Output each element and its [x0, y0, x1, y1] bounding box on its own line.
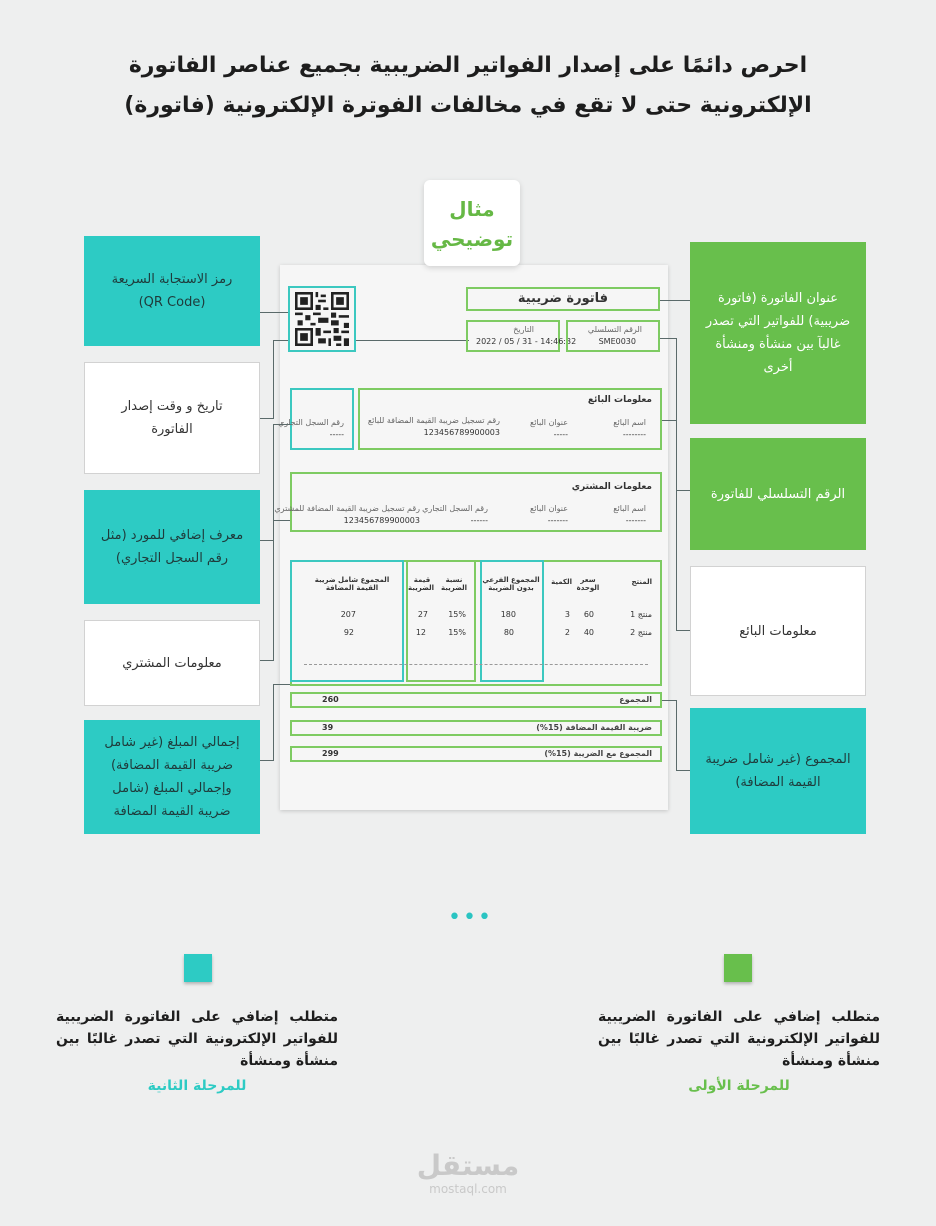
label-supplier-id	[84, 490, 260, 604]
connector-line	[260, 312, 288, 313]
summary-vat-value: 39	[322, 723, 334, 732]
qr-code-icon	[295, 292, 349, 346]
connector-line	[660, 700, 676, 701]
seller-info-frame	[358, 388, 662, 450]
row-1-product: منتج 1	[630, 610, 652, 619]
headline-line-2: الإلكترونية حتى لا تقع في مخالفات الفوترة الإلكترونية (فاتورة)	[124, 93, 812, 118]
label-invoice-title-text: عنوان الفاتورة (فاتورة ضريبية) للفواتير التي تصدر غالبآ بين منشأة ومنشأة أخرى	[705, 291, 851, 375]
summary-vat-bar	[290, 720, 662, 736]
phase-2-label: للمرحلة الثانية	[147, 1078, 247, 1094]
seller-address-label: عنوان البائع	[530, 418, 568, 427]
row-1-qty: 3	[564, 610, 570, 619]
connector-line	[676, 700, 677, 770]
connector-line	[260, 760, 274, 761]
phase-2-requirement: متطلب إضافي على الفاتورة الضريبية للفواتير الإلكترونية التي تصدر غالبًا بين منشأة ومنشأة	[56, 1009, 338, 1069]
seller-vat-value: 123456789900003	[423, 428, 500, 437]
connector-line	[260, 660, 274, 661]
connector-line	[260, 418, 274, 419]
row-2-qty: 2	[564, 628, 570, 637]
connector-line	[273, 520, 291, 521]
connector-line	[273, 520, 274, 660]
seller-name-value: --------	[622, 430, 646, 439]
row-1-tax-value: 27	[417, 610, 428, 619]
summary-vat-label: ضريبة القيمة المضافة (15%)	[536, 723, 652, 732]
date-value: 2022 / 05 / 31 - 14:46:32	[476, 337, 577, 346]
row-2-unit-price: 40	[583, 628, 594, 637]
row-2-tax-value: 12	[415, 628, 426, 637]
buyer-name-value: -------	[625, 516, 646, 525]
buyer-cr-value: ------	[470, 516, 488, 525]
header-total: المجموع شامل ضريبة القيمة المضافة	[314, 576, 390, 592]
serial-label: الرقم التسلسلي	[587, 325, 642, 334]
seller-address-value: -----	[553, 430, 568, 439]
date-label: التاريخ	[513, 325, 534, 334]
example-tab-line-1: مثال	[449, 197, 495, 221]
connector-line	[662, 420, 676, 421]
connector-line	[260, 540, 274, 541]
summary-grand-total-bar	[290, 746, 662, 762]
label-seller-info-text: معلومات البائع	[739, 623, 817, 639]
seller-cr-label: رقم السجل التجاري	[278, 418, 344, 427]
header-subtotal: المجموع الفرعي بدون الضريبة	[482, 576, 540, 592]
invoice-date-frame	[466, 320, 577, 352]
summary-total-value: 260	[322, 695, 339, 704]
row-2-total: 92	[343, 628, 354, 637]
buyer-cr-label: رقم السجل التجاري	[422, 504, 488, 513]
row-2-subtotal: 80	[503, 628, 514, 637]
seller-heading: معلومات البائع	[587, 395, 652, 405]
label-issue-datetime	[84, 362, 260, 474]
header-tax-value: قيمة الضريبة	[407, 576, 434, 592]
label-qr-code-text: رمز الاستجابة السريعة (QR Code)	[111, 272, 233, 310]
label-subtotal-text: المجموع (غير شامل ضريبة القيمة المضافة)	[705, 752, 851, 790]
summary-grand-total-label: المجموع مع الضريبة (15%)	[544, 749, 652, 758]
connector-line	[676, 770, 690, 771]
invoice-serial-frame	[566, 320, 660, 352]
buyer-address-value: -------	[547, 516, 568, 525]
connector-line	[676, 630, 690, 631]
row-1-subtotal: 180	[500, 610, 516, 619]
serial-value: SME0030	[598, 337, 636, 346]
connector-line	[273, 684, 274, 760]
logo-url: mostaql.com	[429, 1182, 507, 1196]
row-2-product: منتج 2	[630, 628, 652, 637]
label-qr-code	[84, 236, 260, 346]
label-totals	[84, 720, 260, 834]
logo-brand: مستقل	[416, 1149, 520, 1182]
header-unit-price: سعر الوحدة	[576, 576, 600, 592]
phase-1-label: للمرحلة الأولى	[688, 1078, 790, 1094]
phase-2-color-square	[184, 954, 212, 982]
buyer-vat-label: رقم تسجيل ضريبة القيمة المضافة للمشتري	[274, 504, 420, 513]
summary-grand-total-value: 299	[322, 749, 339, 758]
buyer-vat-value: 123456789900003	[343, 516, 420, 525]
seller-name-label: اسم البائع	[613, 418, 646, 427]
example-tab	[424, 180, 520, 266]
connector-line	[676, 420, 677, 630]
buyer-address-label: عنوان البائع	[530, 504, 568, 513]
label-serial-number	[690, 438, 866, 550]
table-divider	[304, 664, 648, 665]
row-1-unit-price: 60	[583, 610, 594, 619]
summary-total-bar	[290, 692, 662, 708]
seller-cr-value: -----	[329, 430, 344, 439]
mostaql-logo	[410, 1150, 526, 1196]
label-subtotal	[690, 708, 866, 834]
connector-line	[676, 490, 690, 491]
label-invoice-title	[690, 242, 866, 424]
example-tab-line-2: توضيحي	[430, 227, 514, 251]
connector-line	[660, 300, 690, 301]
invoice-title-frame	[466, 287, 660, 311]
label-issue-datetime-text: تاريخ و وقت إصدار الفاتورة	[121, 399, 223, 437]
buyer-heading: معلومات المشتري	[571, 482, 652, 492]
row-2-tax-rate: 15%	[448, 628, 466, 637]
invoice-title: فاتورة ضريبية	[517, 291, 608, 306]
row-1-total: 207	[340, 610, 356, 619]
connector-line	[660, 338, 677, 339]
connector-line	[273, 340, 274, 418]
headline-line-1: احرص دائمًا على إصدار الفواتير الضريبية بجميع عناصر الفاتورة	[128, 53, 808, 78]
buyer-name-label: اسم البائع	[613, 504, 646, 513]
label-buyer-info-text: معلومات المشتري	[122, 655, 222, 671]
phase-1-requirement: متطلب إضافي على الفاتورة الضريبية للفواتير الإلكترونية التي تصدر غالبًا بين منشأة ومنشأة	[598, 1009, 880, 1069]
header-product: المنتج	[631, 578, 652, 586]
page-headline	[60, 46, 876, 126]
phase-1-color-square	[724, 954, 752, 982]
header-qty: الكمية	[551, 578, 572, 586]
header-tax-rate: نسبة الضريبة	[440, 576, 467, 592]
label-buyer-info	[84, 620, 260, 706]
seller-vat-label: رقم تسجيل ضريبة القيمة المضافة للبائع	[367, 416, 500, 425]
summary-total-label: المجموع	[619, 695, 652, 704]
seller-cr-frame	[278, 388, 354, 450]
label-supplier-id-text: معرف إضافي للمورد (مثل رقم السجل التجاري)	[100, 528, 244, 566]
dots-separator: •••	[448, 905, 493, 930]
qr-code-frame	[288, 286, 356, 352]
label-seller-info	[690, 566, 866, 696]
label-totals-text: إجمالي المبلغ (غير شامل ضريبة القيمة المضافة) وإجمالي المبلغ (شامل ضريبة القيمة المضافة	[104, 735, 240, 819]
row-1-tax-rate: 15%	[448, 610, 466, 619]
buyer-info-frame	[274, 472, 662, 532]
label-serial-number-text: الرقم التسلسلي للفاتورة	[710, 486, 846, 502]
